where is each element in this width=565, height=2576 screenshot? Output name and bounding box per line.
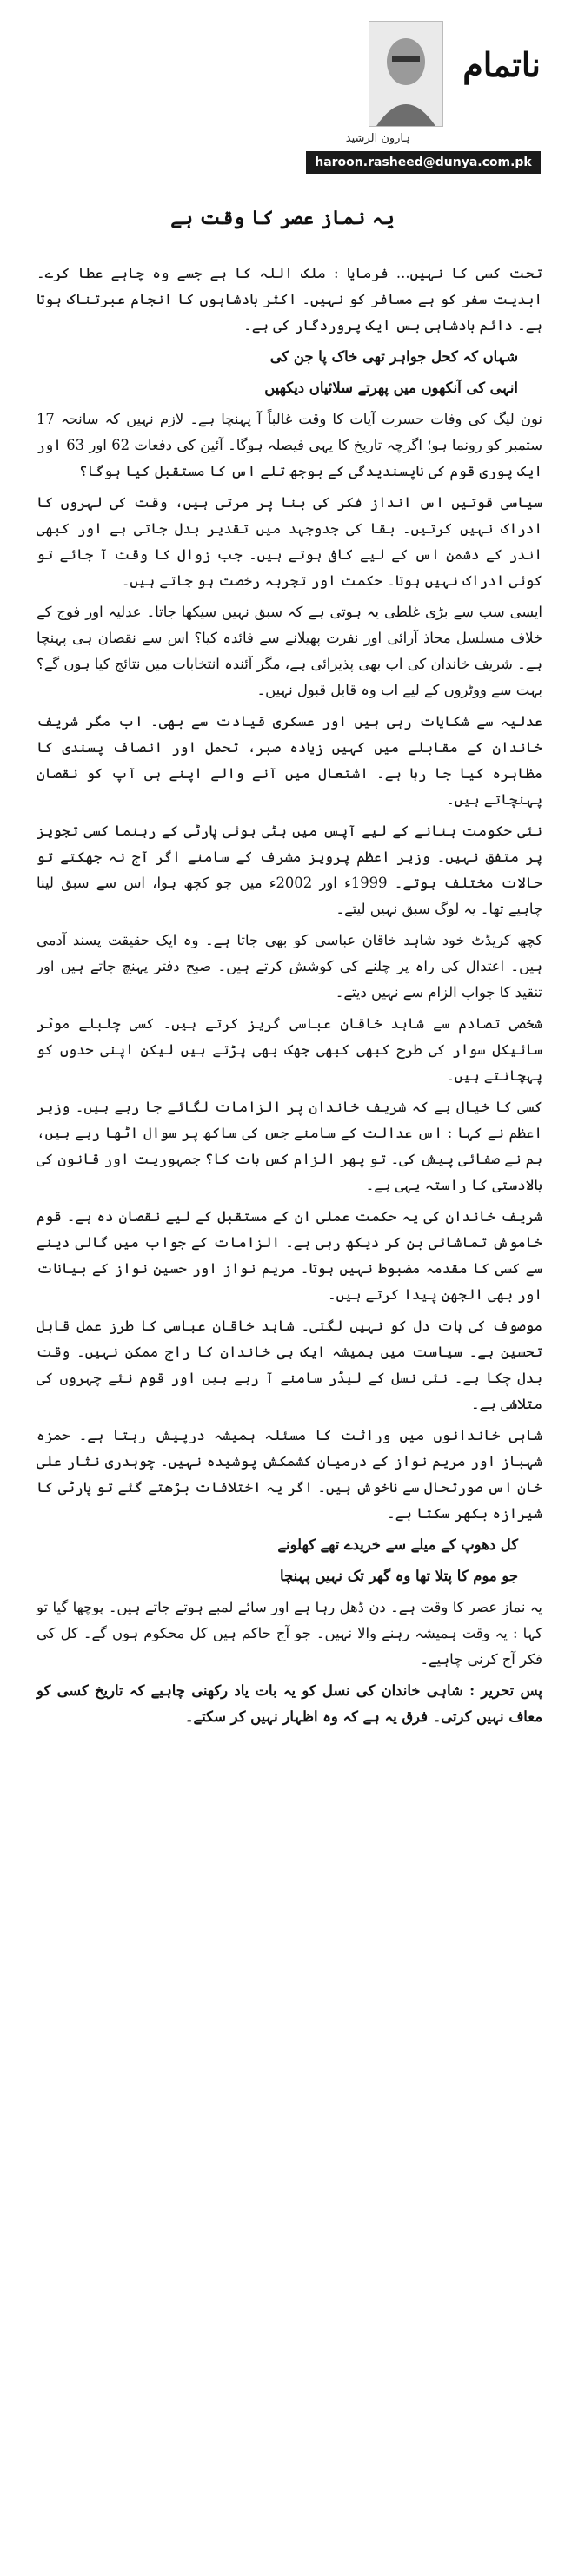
- closing-note: پس تحریر : شاہی خاندان کی نسل کو یہ بات یاد رکھنی چاہیے کہ تاریخ کسی کو معاف نہیں کرتی۔ فرق یہ ہے کہ وہ اظہار نہیں کر سکتے۔: [37, 1682, 542, 1725]
- paragraph: کچھ کریڈٹ خود شاہد خاقان عباسی کو بھی جاتا ہے۔ وہ ایک حقیقت پسند آدمی ہیں۔ اعتدال کی راہ پر چلنے کی کوشش کرتے ہیں۔ صبح دفتر پہنچ جاتے ہیں اور تنقید کا جواب الزام سے نہیں دیتے۔: [37, 932, 542, 1001]
- column-body: [37, 261, 542, 1735]
- paragraph: شخصی تصادم سے شاہد خاقان عباسی گریز کرتے ہیں۔ کسی چلبلے موٹر سائیکل سوار کی طرح کبھی کبھی جھک بھی پڑتے ہیں لیکن اپنی حدوں کو پہچانتے ہیں۔: [37, 1015, 542, 1084]
- verse-line: شہاں کہ کحل جواہر تھی خاک پا جن کی: [269, 348, 518, 365]
- verse-line: انہی کی آنکھوں میں پھرتے سلائیاں دیکھیں: [264, 380, 518, 396]
- paragraph: کسی کا خیال ہے کہ شریف خاندان پر الزامات لگائے جا رہے ہیں۔ وزیر اعظم نے کہا : اس عدالت کے سامنے جس کی ساکھ پر سوال اٹھا رہے ہیں، ہم نے صفائی پیش کی۔ تو پھر الزام کس بات کا؟ جمہوریت اور قانون کی بالادستی کا راستہ یہی ہے۔: [37, 1099, 542, 1193]
- paragraph: نئی حکومت بنانے کے لیے آپس میں بٹی ہوئی پارٹی کے رہنما کسی تجویز پر متفق نہیں۔ وزیر اعظم پرویز مشرف کے سامنے اگر آج نہ جھکتے تو حالات مختلف ہوتے۔ 1999ء اور 2002ء میں جو کچھ ہوا، اس سے سبق لینا چاہیے تھا۔ یہ لوگ سبق نہیں لیتے۔: [37, 822, 543, 917]
- paragraph: سیاسی قوتیں اس انداز فکر کی بنا پر مرتی ہیں، وقت کی لہروں کا ادراک نہیں کرتیں۔ بقا کی جدوجہد میں تقدیر بدل جاتی ہے اور کبھی اندر کے دشمن اس کے لیے کافی ہوتے ہیں۔ جب زوال کا وقت آ جائے تو کوئی ادراک نہیں ہوتا۔ حکمت اور تجربہ رخصت ہو جاتے ہیں۔: [37, 494, 542, 589]
- column-name: ناتمام: [462, 45, 541, 84]
- paragraph: نون لیگ کی وفات حسرت آیات کا وقت غالباً آ پہنچا ہے۔ لازم نہیں کہ سانحہ 17 ستمبر کو رونما ہو؛ اگرچہ تاریخ کا یہی فیصلہ ہوگا۔ آئین کی دفعات 62 اور 63 اور ایک پوری قوم کی ناپسندیدگی کے بوجھ تلے اس کا مستقبل کیا ہوگا؟: [37, 411, 542, 479]
- verse-line: جو موم کا پتلا تھا وہ گھر تک نہیں پہنچا: [280, 1568, 518, 1584]
- paragraph: موصوف کی بات دل کو نہیں لگتی۔ شاہد خاقان عباسی کا طرز عمل قابل تحسین ہے۔ سیاست میں ہمیشہ ایک ہی خاندان کا راج ممکن نہیں۔ وقت بدل چکا ہے۔ نئی نسل کے لیڈر سامنے آ رہے ہیں اور قوم نئے چہروں کی متلاشی ہے۔: [37, 1318, 542, 1412]
- paragraph: ایسی سب سے بڑی غلطی یہ ہوتی ہے کہ سبق نہیں سیکھا جاتا۔ عدلیہ اور فوج کے خلاف مسلسل محاذ آرائی اور نفرت پھیلانے سے فائدہ کیا؟ اس سے نقصان ہی پہنچا ہے۔ شریف خاندان کی اب بھی پذیرائی ہے، مگر آئندہ انتخابات میں نتائج کیا ہوں گے؟ بہت سے ووٹروں کے لیے اب وہ قابل قبول نہیں۔: [37, 604, 542, 698]
- author-email[interactable]: haroon.rasheed@dunya.com.pk: [306, 151, 541, 174]
- paragraph: عدلیہ سے شکایات رہی ہیں اور عسکری قیادت سے بھی۔ اب مگر شریف خاندان کے مقابلے میں کہیں زیادہ صبر، تحمل اور انصاف پسندی کا مظاہرہ کیا جا رہا ہے۔ اشتعال میں آنے والے اپنے ہی آپ کو نقصان پہنچاتے ہیں۔: [37, 713, 542, 808]
- paragraph: شاہی خاندانوں میں وراثت کا مسئلہ ہمیشہ درپیش رہتا ہے۔ حمزہ شہباز اور مریم نواز کے درمیان کشمکش پوشیدہ نہیں۔ چوہدری نثار علی خان اس صورتحال سے ناخوش ہیں۔ اگر یہ اختلافات بڑھتے گئے تو پارٹی کا شیرازہ بکھر سکتا ہے۔: [37, 1427, 542, 1522]
- author-name: ہارون الرشید: [345, 132, 410, 145]
- paragraph: تحت کسی کا نہیں... فرمایا : ملک اللہ کا ہے جسے وہ چاہے عطا کرے۔ ابدیت سفر کو ہے مسافر کو نہیں۔ اکثر بادشاہوں کا انجام عبرتناک ہوتا ہے۔ دائم بادشاہی بس ایک پروردگار کی ہے۔: [37, 265, 542, 334]
- verse-line: کل دھوپ کے میلے سے خریدے تھے کھلونے: [277, 1536, 518, 1553]
- column-masthead: [306, 21, 541, 195]
- paragraph: شریف خاندان کی یہ حکمت عملی ان کے مستقبل کے لیے نقصان دہ ہے۔ قوم خاموش تماشائی بن کر دیکھ رہی ہے۔ الزامات کے جواب میں گالی دینے سے کسی کا مقدمہ مضبوط نہیں ہوتا۔ مریم نواز اور حسین نواز کے بیانات اور بھی الجھن پیدا کرتے ہیں۔: [37, 1208, 542, 1303]
- column-headline: یہ نماز عصر کا وقت ہے: [170, 207, 395, 229]
- paragraph: یہ نماز عصر کا وقت ہے۔ دن ڈھل رہا ہے اور سائے لمبے ہوتے جاتے ہیں۔ پوچھا گیا تو کہا : یہ وقت ہمیشہ رہنے والا نہیں۔ جو آج حاکم ہیں کل محکوم ہوں گے۔ کل کی فکر آج کرنی چاہیے۔: [37, 1599, 542, 1668]
